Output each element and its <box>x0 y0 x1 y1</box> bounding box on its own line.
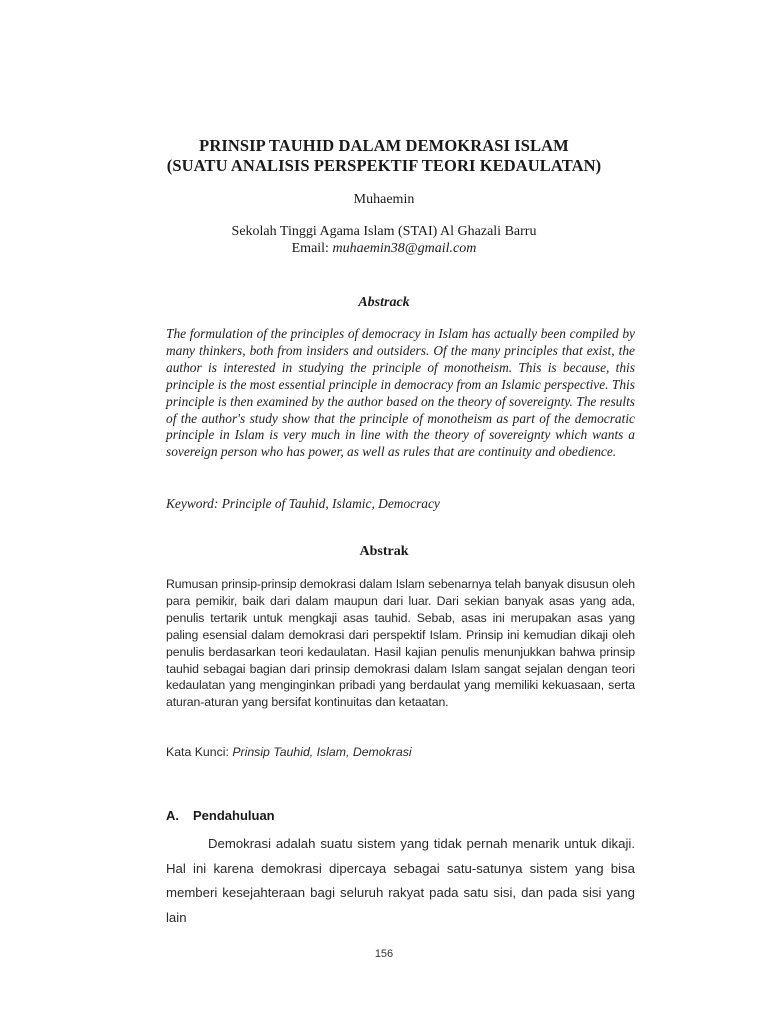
abstract-id-text: Rumusan prinsip-prinsip demokrasi dalam Islam sebenarnya telah banyak disusun oleh para pemikir, baik dari dalam maupun dari luar. Dari sekian banyak asas yang ada, penulis tertarik untuk mengkaji asas tauhid. Sebab, asas ini merupakan asas yang paling esensial dalam demokrasi dari perspektif Islam. Prinsip ini kemudian dikaji oleh penulis berdasarkan teori kedaulatan. Hasil kajian penulis menunjukkan bahwa prinsip tauhid sebagai bagian dari prinsip demokrasi dalam Islam sangat sejalan dengan teori kedaulatan yang menginginkan pribadi yang berdaulat yang memiliki kekuasaan, serta aturan-aturan yang bersifat kontinuitas dan ketaatan. <box>166 577 635 710</box>
abstract-en-heading: Abstrack <box>358 295 410 310</box>
email-label: Email: <box>291 241 329 256</box>
author-affiliation-block <box>0 223 768 257</box>
section-letter: A. <box>166 808 179 823</box>
keyword-id-label: Kata Kunci: <box>166 745 229 759</box>
email-line <box>0 240 768 257</box>
keyword-en-terms: Principle of Tauhid, Islamic, Democracy <box>221 496 440 511</box>
abstract-en-text: The formulation of the principles of democracy in Islam has actually been compiled by many thinkers, both from insiders and outsiders. Of the many principles that exist, the author is interested in studying the principle of monotheism. This is because, this principle is the most essential principle in democracy from an Islamic perspective. This principle is then examined by the author based on the theory of sovereignty. The results of the author's study show that the principle of monotheism as part of the democratic principle in Islam is very much in line with the theory of sovereignty which wants a sovereign person who has power, as well as rules that are continuity and obedience. <box>166 326 635 460</box>
affiliation: Sekolah Tinggi Agama Islam (STAI) Al Ghazali Barru <box>231 224 537 239</box>
email-link[interactable]: muhaemin38@gmail.com <box>332 241 477 256</box>
keyword-id-line <box>166 745 635 759</box>
title-line-1: PRINSIP TAUHID DALAM DEMOKRASI ISLAM <box>199 136 569 155</box>
keyword-en-label: Keyword: <box>166 496 219 511</box>
keyword-id-terms: Prinsip Tauhid, Islam, Demokrasi <box>232 745 412 759</box>
body-paragraph: Demokrasi adalah suatu sistem yang tidak pernah menarik untuk dikaji. Hal ini karena demokrasi dipercaya sebagai satu-satunya sistem yang bisa memberi kesejahteraan bagi seluruh rakyat pada satu sisi, dan pada sisi yang lain <box>166 836 635 925</box>
section-heading <box>166 808 275 823</box>
title-line-2: (SUATU ANALISIS PERSPEKTIF TEORI KEDAULATAN) <box>166 156 602 175</box>
abstract-id-heading: Abstrak <box>359 544 409 559</box>
body-text <box>166 832 635 930</box>
author-name: Muhaemin <box>353 192 415 207</box>
section-title: Pendahuluan <box>193 808 275 823</box>
paper-title <box>0 136 768 176</box>
page-number: 156 <box>374 948 394 960</box>
keyword-en-line <box>166 496 635 512</box>
